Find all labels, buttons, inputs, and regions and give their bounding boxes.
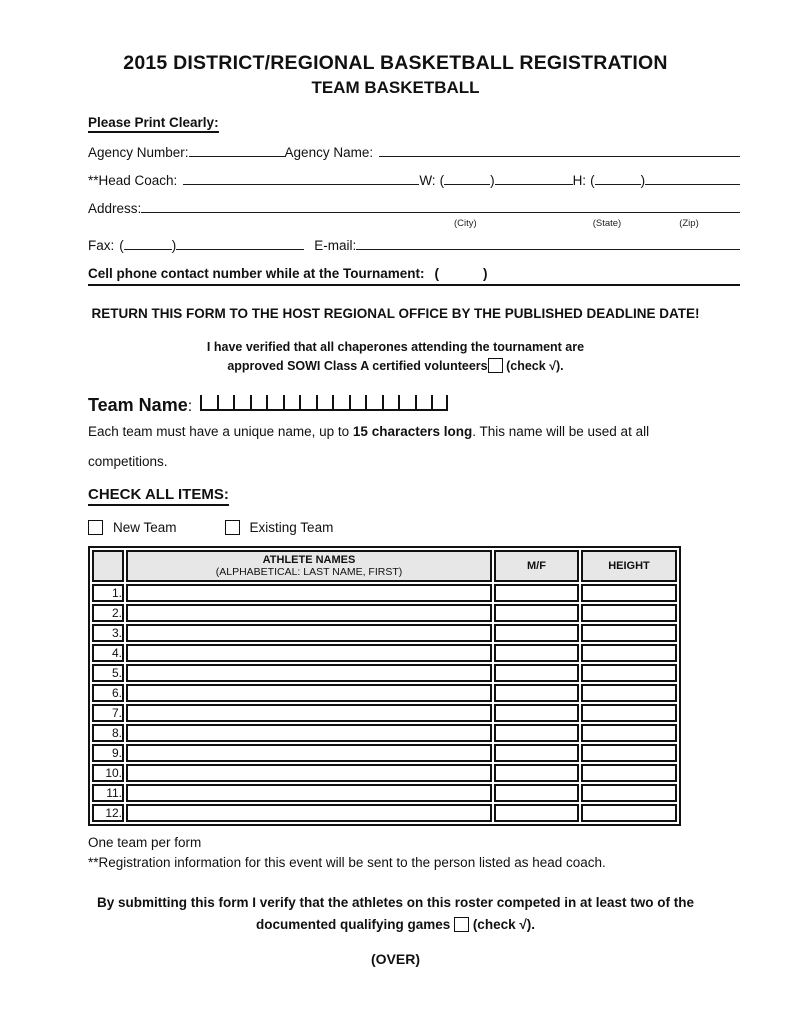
- team-name-char-cell[interactable]: [431, 395, 448, 411]
- row-number: 5.: [92, 664, 124, 682]
- height-cell[interactable]: [581, 784, 677, 802]
- verification-line1: By submitting this form I verify that the athletes on this roster competed in at least two of the: [96, 895, 695, 910]
- roster-row: [92, 604, 677, 622]
- address-sublabels: [88, 218, 740, 230]
- mf-cell[interactable]: [494, 624, 579, 642]
- one-team-note: One team per form: [88, 835, 202, 850]
- header-height: HEIGHT: [581, 550, 677, 582]
- chaperone-verified-checkbox[interactable]: [488, 358, 503, 373]
- check-all-items-heading: CHECK ALL ITEMS:: [88, 486, 740, 506]
- team-name-char-cell[interactable]: [316, 395, 333, 411]
- chaperone-line1: I have verified that all chaperones attending the tournament are: [206, 340, 585, 354]
- existing-team-checkbox[interactable]: [225, 520, 240, 535]
- verification-line2: documented qualifying games (check √).: [256, 917, 535, 932]
- fax-email-line: [88, 236, 740, 254]
- team-name-char-cell[interactable]: [266, 395, 283, 411]
- over-label: (OVER): [371, 951, 420, 967]
- height-cell[interactable]: [581, 664, 677, 682]
- roster-row: [92, 624, 677, 642]
- roster-row: [92, 764, 677, 782]
- print-clearly-heading: Please Print Clearly:: [88, 114, 740, 133]
- work-phone-blank[interactable]: [495, 171, 573, 185]
- roster-row: [92, 804, 677, 822]
- team-name-char-cell[interactable]: [382, 395, 399, 411]
- height-cell[interactable]: [581, 684, 677, 702]
- new-team-label: New Team: [113, 520, 177, 535]
- fax-label: Fax:: [88, 238, 115, 253]
- height-cell[interactable]: [581, 644, 677, 662]
- athlete-name-cell[interactable]: [126, 764, 492, 782]
- row-number: 6.: [92, 684, 124, 702]
- mf-cell[interactable]: [494, 664, 579, 682]
- cell-paren-open: (: [434, 266, 440, 281]
- row-number: 3.: [92, 624, 124, 642]
- height-cell[interactable]: [581, 704, 677, 722]
- height-cell[interactable]: [581, 624, 677, 642]
- height-cell[interactable]: [581, 724, 677, 742]
- email-blank[interactable]: [356, 236, 740, 250]
- height-cell[interactable]: [581, 604, 677, 622]
- team-name-cells: [200, 395, 448, 411]
- team-name-char-cell[interactable]: [283, 395, 300, 411]
- fax-paren-open: (: [119, 238, 124, 253]
- head-coach-line: [88, 171, 740, 189]
- athlete-name-cell[interactable]: [126, 584, 492, 602]
- agency-name-blank[interactable]: [379, 143, 740, 157]
- address-label: Address:: [88, 201, 142, 216]
- roster-row: [92, 664, 677, 682]
- home-area-code-blank[interactable]: [595, 171, 641, 185]
- header-athlete-names: [126, 550, 492, 582]
- team-name-char-cell[interactable]: [233, 395, 250, 411]
- team-name-row: Team Name :: [88, 395, 740, 416]
- mf-cell[interactable]: [494, 804, 579, 822]
- mf-cell[interactable]: [494, 764, 579, 782]
- roster-row: [92, 784, 677, 802]
- agency-line: [88, 143, 740, 161]
- agency-number-label: Agency Number:: [88, 145, 189, 160]
- team-name-char-cell[interactable]: [349, 395, 366, 411]
- athlete-name-cell[interactable]: [126, 804, 492, 822]
- athlete-name-cell[interactable]: [126, 624, 492, 642]
- city-label: (City): [454, 218, 477, 229]
- mf-cell[interactable]: [494, 644, 579, 662]
- cell-phone-label: Cell phone contact number while at the Tournament:: [88, 266, 425, 281]
- zip-label: (Zip): [679, 218, 699, 229]
- qualifying-games-checkbox[interactable]: [454, 917, 469, 932]
- roster-table: [88, 546, 681, 826]
- mf-cell[interactable]: [494, 684, 579, 702]
- team-name-char-cell[interactable]: [415, 395, 432, 411]
- row-number: 9.: [92, 744, 124, 762]
- athlete-name-cell[interactable]: [126, 684, 492, 702]
- height-cell[interactable]: [581, 744, 677, 762]
- roster-row: [92, 704, 677, 722]
- cell-paren-close: ): [483, 266, 488, 281]
- row-number: 10.: [92, 764, 124, 782]
- athlete-name-cell[interactable]: [126, 604, 492, 622]
- work-paren-close: ): [490, 173, 495, 188]
- home-paren-open: (: [590, 173, 595, 188]
- team-type-options: [88, 520, 740, 535]
- fax-paren-close: ): [171, 238, 177, 253]
- athlete-name-cell[interactable]: [126, 784, 492, 802]
- row-number: 4.: [92, 644, 124, 662]
- roster-row: [92, 684, 677, 702]
- chaperone-line2: approved SOWI Class A certified volunteers (check √).: [227, 359, 564, 373]
- athlete-names-sublabel: (ALPHABETICAL: LAST NAME, FIRST): [215, 566, 403, 578]
- form-subtitle: TEAM BASKETBALL: [311, 78, 480, 97]
- existing-team-label: Existing Team: [249, 520, 334, 535]
- return-notice: RETURN THIS FORM TO THE HOST REGIONAL OFFICE BY THE PUBLISHED DEADLINE DATE!: [91, 306, 700, 321]
- athlete-name-cell[interactable]: [126, 704, 492, 722]
- height-cell[interactable]: [581, 764, 677, 782]
- athlete-name-cell[interactable]: [126, 724, 492, 742]
- row-number: 12.: [92, 804, 124, 822]
- verification-statement: [0, 892, 791, 936]
- row-number: 11.: [92, 784, 124, 802]
- row-number: 1.: [92, 584, 124, 602]
- athlete-name-cell[interactable]: [126, 644, 492, 662]
- state-label: (State): [592, 218, 622, 229]
- mf-cell[interactable]: [494, 784, 579, 802]
- agency-number-blank[interactable]: [189, 143, 285, 157]
- athlete-names-label: ATHLETE NAMES: [262, 554, 356, 566]
- work-paren-open: (: [439, 173, 445, 188]
- home-paren-close: ): [640, 173, 646, 188]
- mf-cell[interactable]: [494, 724, 579, 742]
- registration-note: **Registration information for this event will be sent to the person listed as head coach.: [88, 855, 606, 870]
- athlete-name-cell[interactable]: [126, 664, 492, 682]
- work-area-code-blank[interactable]: [444, 171, 490, 185]
- agency-name-label: Agency Name:: [284, 145, 374, 160]
- mf-cell[interactable]: [494, 584, 579, 602]
- roster-header-row: [92, 550, 677, 582]
- team-name-description-line2: competitions.: [88, 454, 168, 469]
- team-name-char-cell[interactable]: [365, 395, 382, 411]
- fax-number-blank[interactable]: [176, 236, 304, 250]
- roster-row: [92, 744, 677, 762]
- roster-row: [92, 584, 677, 602]
- header-mf: M/F: [494, 550, 579, 582]
- email-label: E-mail:: [314, 238, 357, 253]
- roster-table-body: [92, 584, 677, 822]
- row-number: 7.: [92, 704, 124, 722]
- roster-row: [92, 724, 677, 742]
- address-blank[interactable]: [141, 199, 740, 213]
- fax-area-code-blank[interactable]: [124, 236, 172, 250]
- address-line: [88, 199, 740, 217]
- home-phone-label: H:: [572, 173, 587, 188]
- form-title: 2015 DISTRICT/REGIONAL BASKETBALL REGISTRATION: [123, 52, 668, 74]
- header-number-cell: [92, 550, 124, 582]
- work-phone-label: W:: [419, 173, 436, 188]
- existing-team-option: [225, 520, 334, 535]
- team-name-char-cell[interactable]: [398, 395, 415, 411]
- head-coach-label: **Head Coach:: [88, 173, 178, 188]
- team-name-label: Team Name: [88, 395, 188, 415]
- mf-cell[interactable]: [494, 604, 579, 622]
- team-name-char-cell[interactable]: [217, 395, 234, 411]
- height-cell[interactable]: [581, 804, 677, 822]
- row-number: 8.: [92, 724, 124, 742]
- roster-row: [92, 644, 677, 662]
- mf-cell[interactable]: [494, 744, 579, 762]
- head-coach-blank[interactable]: [183, 171, 419, 185]
- new-team-checkbox[interactable]: [88, 520, 103, 535]
- home-phone-blank[interactable]: [645, 171, 740, 185]
- team-name-char-cell[interactable]: [299, 395, 316, 411]
- footnotes: [88, 833, 740, 873]
- height-cell[interactable]: [581, 584, 677, 602]
- team-name-char-cell[interactable]: [200, 395, 217, 411]
- team-name-char-cell[interactable]: [250, 395, 267, 411]
- mf-cell[interactable]: [494, 704, 579, 722]
- team-name-description: Each team must have a unique name, up to 15 characters long. This name will be used at all: [88, 424, 650, 439]
- new-team-option: [88, 520, 177, 535]
- cell-phone-line: [88, 266, 740, 286]
- form-header: [0, 0, 791, 98]
- row-number: 2.: [92, 604, 124, 622]
- chaperone-verification: [0, 338, 791, 376]
- team-name-char-cell[interactable]: [332, 395, 349, 411]
- athlete-name-cell[interactable]: [126, 744, 492, 762]
